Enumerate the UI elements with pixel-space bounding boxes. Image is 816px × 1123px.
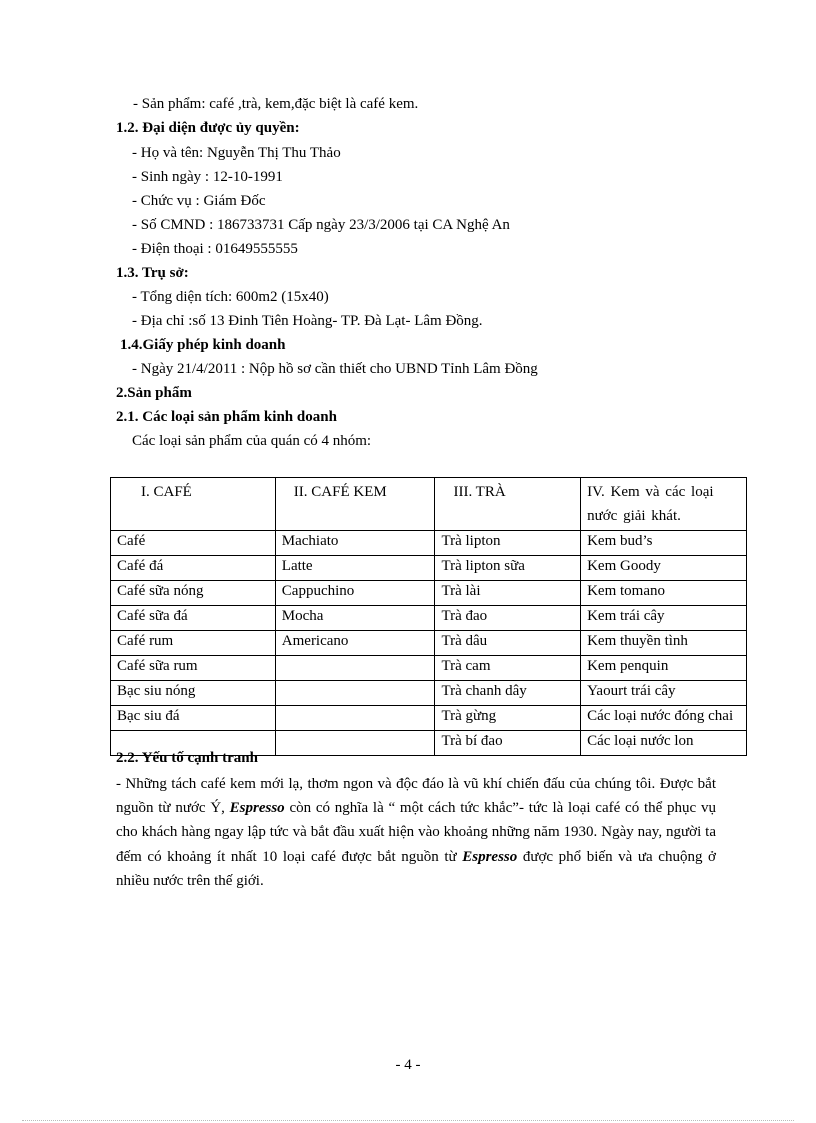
table-cell	[275, 706, 435, 731]
table-cell: Cappuchino	[275, 581, 435, 606]
table-cell: Mocha	[275, 606, 435, 631]
espresso-term-2: Espresso	[462, 848, 518, 865]
table-row	[111, 581, 747, 606]
table-cell: Café	[111, 531, 276, 556]
license-line: - Ngày 21/4/2011 : Nộp hồ sơ cần thiết cho UBND Tỉnh Lâm Đồng	[132, 361, 538, 377]
office-area: - Tổng diện tích: 600m2 (15x40)	[132, 289, 329, 305]
competition-text-1: - Những tách café kem mới lạ, thơm ngon và độc đáo là vũ khí chiến đấu của chúng tôi. Được bắt nguồn từ nước Ý,	[116, 776, 716, 817]
competition-text-2: còn có nghĩa là “ một cách tức khắc”- tức là loại café có thể phục vụ cho khách hàng ngay lập tức và bắt đầu xuất hiện vào khoảng những năm 1930. Ngày nay, người ta đếm có khoảng ít nhất 10 loại café được bắt nguồn từ	[116, 800, 716, 865]
heading-2-2: 2.2. Yếu tố cạnh tranh	[116, 750, 258, 766]
table-row	[111, 681, 747, 706]
header-kem-nuoc: IV. Kem và các loại nước giải khát.	[581, 478, 747, 531]
table-cell: Americano	[275, 631, 435, 656]
espresso-term-1: Espresso	[229, 800, 285, 817]
table-cell: Machiato	[275, 531, 435, 556]
representative-dob: - Sinh ngày : 12-10-1991	[132, 169, 283, 185]
table-cell	[275, 656, 435, 681]
table-cell: Trà cam	[435, 656, 581, 681]
representative-position: - Chức vụ : Giám Đốc	[132, 193, 266, 209]
page-number: - 4 -	[395, 1057, 421, 1073]
table-cell: Café đá	[111, 556, 276, 581]
office-address: - Địa chỉ :số 13 Đinh Tiên Hoàng- TP. Đà Lạt- Lâm Đồng.	[132, 313, 483, 329]
heading-1-3: 1.3. Trụ sở:	[116, 265, 189, 281]
heading-1-2: 1.2. Đại diện được ủy quyền:	[116, 120, 300, 136]
table-cell: Các loại nước đóng chai	[581, 706, 747, 731]
products-intro: - Sản phẩm: café ,trà, kem,đặc biệt là café kem.	[133, 96, 419, 112]
table-cell: Kem bud’s	[581, 531, 747, 556]
footer-divider	[22, 1120, 794, 1121]
table-cell: Café sữa đá	[111, 606, 276, 631]
table-cell: Trà gừng	[435, 706, 581, 731]
table-cell: Trà lipton	[435, 531, 581, 556]
competition-text-3: được phổ biến và ưa chuộng ở nhiều nước trên thế giới.	[116, 848, 716, 889]
table-cell: Café sữa nóng	[111, 581, 276, 606]
table-header-row	[111, 478, 747, 531]
representative-name: - Họ và tên: Nguyễn Thị Thu Thảo	[132, 145, 341, 161]
table-cell: Yaourt trái cây	[581, 681, 747, 706]
table-cell	[275, 681, 435, 706]
representative-id-card: - Số CMND : 186733731 Cấp ngày 23/3/2006 tại CA Nghệ An	[132, 217, 510, 233]
groups-intro: Các loại sản phẩm của quán có 4 nhóm:	[132, 433, 372, 449]
header-cafe: I. CAFÉ	[111, 478, 276, 531]
table-cell: Kem Goody	[581, 556, 747, 581]
header-cafe-kem: II. CAFÉ KEM	[275, 478, 435, 531]
header-tra: III. TRÀ	[435, 478, 581, 531]
table-cell: Trà đao	[435, 606, 581, 631]
table-cell: Kem thuyền tình	[581, 631, 747, 656]
table-cell: Các loại nước lon	[581, 731, 747, 756]
table-cell: Trà lipton sữa	[435, 556, 581, 581]
table-row	[111, 706, 747, 731]
table-row	[111, 631, 747, 656]
table-cell: Kem tomano	[581, 581, 747, 606]
table-row	[111, 606, 747, 631]
table-cell	[275, 731, 435, 756]
heading-2-1: 2.1. Các loại sản phẩm kinh doanh	[116, 409, 337, 425]
table-cell: Bạc siu đá	[111, 706, 276, 731]
table-cell: Kem trái cây	[581, 606, 747, 631]
competition-paragraph	[116, 772, 716, 893]
table-cell: Trà chanh dây	[435, 681, 581, 706]
heading-2: 2.Sản phẩm	[116, 385, 192, 401]
table-cell: Café rum	[111, 631, 276, 656]
product-table	[110, 477, 747, 756]
table-row	[111, 556, 747, 581]
table-cell: Trà lài	[435, 581, 581, 606]
table-cell: Trà dâu	[435, 631, 581, 656]
table-cell: Latte	[275, 556, 435, 581]
heading-1-4: 1.4.Giấy phép kinh doanh	[120, 337, 286, 353]
table-cell: Kem penquin	[581, 656, 747, 681]
table-cell: Café sữa rum	[111, 656, 276, 681]
table-cell: Trà bí đao	[435, 731, 581, 756]
representative-phone: - Điện thoại : 01649555555	[132, 241, 298, 257]
table-row	[111, 531, 747, 556]
table-row	[111, 656, 747, 681]
table-cell: Bạc siu nóng	[111, 681, 276, 706]
